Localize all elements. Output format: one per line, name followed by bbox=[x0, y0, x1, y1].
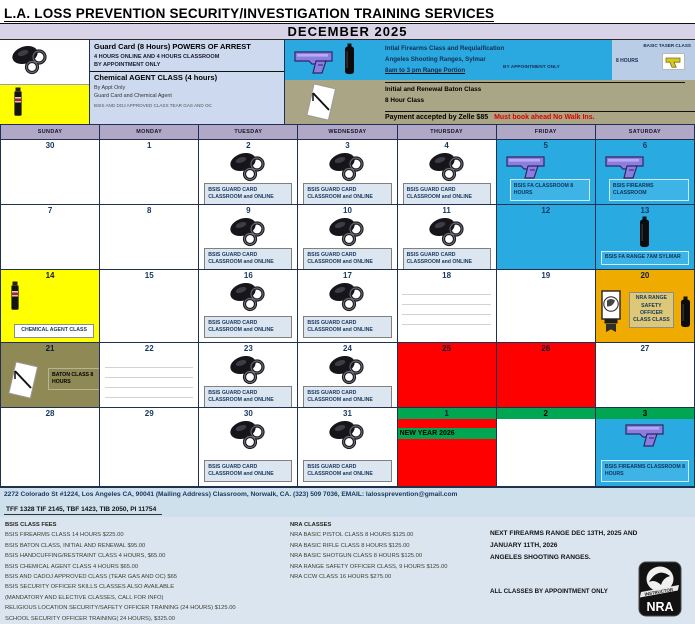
calendar-cell bbox=[497, 205, 596, 270]
baton-panel bbox=[285, 80, 695, 124]
baton-text bbox=[385, 82, 685, 106]
chemical-agent-note: BSIS AND DOJ APPROVED CLASS TEAR GAS AND OC bbox=[94, 103, 212, 108]
date-number: 20 bbox=[640, 271, 650, 280]
cell-body bbox=[100, 216, 198, 269]
right-info-panel bbox=[285, 40, 695, 124]
handcuffs-icon bbox=[427, 151, 467, 183]
handcuffs-icon bbox=[327, 216, 367, 248]
calendar-cell bbox=[100, 408, 199, 487]
firearms-line: Intial Firearms Class and Requlaification bbox=[385, 45, 505, 52]
taser-hours: 8 HOURS bbox=[616, 58, 639, 64]
day-header: TUESDAY bbox=[199, 125, 298, 139]
calendar-cell bbox=[398, 408, 497, 487]
handcuffs-icon bbox=[228, 419, 268, 451]
calendar bbox=[0, 125, 695, 487]
date-number: 1 bbox=[398, 408, 496, 419]
calendar-cell bbox=[497, 343, 596, 408]
cell-body bbox=[398, 151, 496, 205]
guard-card-line: BY APPOINTMENT ONLY bbox=[94, 62, 161, 68]
day-header: WEDNESDAY bbox=[298, 125, 397, 139]
nra-class-line: NRA BASIC SHOTGUN CLASS 8 HOURS $125.00 bbox=[290, 553, 423, 560]
baton-line: 8 Hour Class bbox=[385, 96, 425, 104]
day-header: MONDAY bbox=[100, 125, 199, 139]
calendar-cell bbox=[596, 140, 695, 205]
cell-body bbox=[1, 419, 99, 486]
date-number: 7 bbox=[47, 206, 53, 215]
next-range-line: JANUARY 11TH, 2026 bbox=[490, 542, 558, 549]
date-number: 14 bbox=[45, 271, 55, 280]
pepper-spray-icon bbox=[12, 87, 24, 122]
calendar-cell bbox=[298, 205, 397, 270]
date-number: 28 bbox=[45, 409, 55, 418]
fee-line: BSIS HANDCUFFING/RESTRAINT CLASS 4 HOURS, $65.00 bbox=[5, 553, 166, 560]
calendar-cell bbox=[298, 140, 397, 205]
class-label: BSIS FIREARMS CLASSROOM bbox=[609, 179, 689, 201]
day-header: SUNDAY bbox=[1, 125, 100, 139]
calendar-cell bbox=[199, 270, 298, 343]
appointment-note: BY APPOINTMENT ONLY bbox=[503, 65, 560, 70]
cell-body bbox=[398, 419, 496, 486]
date-number: 26 bbox=[541, 344, 551, 353]
calendar-week-row bbox=[1, 343, 695, 408]
calendar-cell bbox=[199, 140, 298, 205]
cell-body bbox=[100, 354, 198, 407]
fee-line: RELIGIOUS LOCATION SECURITY/SAFETY OFFICER TRAINING (24 HOURS) $125.00 bbox=[5, 605, 236, 612]
fee-line: BSIS CHEMICAL AGENT CLASS 4 HOURS $65.00 bbox=[5, 563, 139, 570]
date-number: 22 bbox=[144, 344, 154, 353]
cell-body bbox=[199, 151, 297, 205]
calendar-cell bbox=[298, 343, 397, 408]
class-label: BSIS GUARD CARD CLASSROOM and ONLINE bbox=[204, 386, 292, 408]
cell-body bbox=[199, 419, 297, 486]
fee-line: BSIS AND CADOJ APPROVED CLASS (TEAR GAS AND OC) $65 bbox=[5, 574, 178, 581]
address-band bbox=[0, 487, 695, 517]
calendar-cell bbox=[596, 270, 695, 343]
date-number: 3 bbox=[596, 408, 694, 419]
cell-body bbox=[298, 281, 396, 342]
calendar-cell bbox=[199, 205, 298, 270]
cell-body bbox=[100, 281, 198, 342]
calendar-cell bbox=[1, 205, 100, 270]
date-number: 24 bbox=[343, 344, 352, 353]
all-classes-note: ALL CLASSES BY APPOINTMENT ONLY bbox=[490, 588, 608, 595]
date-number: 16 bbox=[243, 271, 253, 280]
firearms-line: 8am to 3 pm Range Portion bbox=[385, 67, 466, 74]
cell-body bbox=[1, 216, 99, 269]
date-number: 19 bbox=[541, 271, 551, 280]
guard-card-title: Guard Card (8 Hours) POWERS OF ARREST bbox=[94, 42, 251, 51]
nra-medal-icon bbox=[598, 290, 624, 334]
calendar-weeks bbox=[1, 140, 695, 487]
cell-body bbox=[497, 281, 595, 342]
cell-body bbox=[199, 281, 297, 342]
date-number: 27 bbox=[640, 344, 650, 353]
chemical-agent-title: Chemical AGENT CLASS (4 hours) bbox=[94, 73, 218, 82]
cell-body bbox=[596, 419, 694, 486]
handcuffs-icon bbox=[327, 354, 367, 386]
calendar-cell bbox=[398, 343, 497, 408]
fee-line: (MANDATORY AND ELECTIVE CLASSES, CALL FOR INFO) bbox=[5, 594, 164, 601]
handcuffs-icon bbox=[0, 40, 89, 85]
fee-line: SCHOOL SECURITY OFFICER TRAINING( 24 HOURS), $325.00 bbox=[5, 615, 175, 622]
date-number: 3 bbox=[345, 141, 350, 150]
class-label: BSIS GUARD CARD CLASSROOM and ONLINE bbox=[403, 248, 491, 270]
handcuffs-icon bbox=[327, 151, 367, 183]
date-number: 13 bbox=[640, 206, 650, 215]
firearms-line: Angeles Shooting Ranges, Sylmar bbox=[385, 56, 486, 63]
cell-body bbox=[1, 281, 99, 342]
class-label: BSIS GUARD CARD CLASSROOM and ONLINE bbox=[303, 316, 391, 338]
calendar-cell bbox=[199, 408, 298, 487]
firearms-panel bbox=[285, 40, 695, 80]
license-numbers: TFF 1328 TIF 2145, TBF 1423, TIB 2050, PI 11754 bbox=[4, 506, 162, 515]
fees-section bbox=[0, 517, 695, 624]
date-number: 6 bbox=[642, 141, 648, 150]
date-number: 21 bbox=[45, 344, 55, 353]
pepper-spray-icon bbox=[0, 85, 89, 124]
cell-body bbox=[100, 419, 198, 486]
bsis-fees-header: BSIS CLASS FEES bbox=[5, 522, 57, 528]
date-number: 31 bbox=[343, 409, 352, 418]
baton-line: Initial and Renewal Baton Class bbox=[385, 86, 482, 93]
calendar-cell bbox=[596, 205, 695, 270]
no-walkins-warning: Must book ahead No Walk Ins. bbox=[494, 114, 595, 121]
fee-line: BSIS FIREARMS CLASS 14 HOURS $225.00 bbox=[5, 532, 124, 539]
class-label: BSIS GUARD CARD CLASSROOM and ONLINE bbox=[204, 183, 292, 205]
class-label: BSIS GUARD CARD CLASSROOM and ONLINE bbox=[303, 183, 391, 205]
address-line: 2272 Colorado St #1224, Los Angeles CA, 90041 (Mailing Address) Classroom, Norwalk, CA. (323) 509 7036, EMAIL: lalossprevention@gmail.com bbox=[4, 491, 458, 498]
fee-line: BSIS BATON CLASS, INITIAL AND RENEWAL $95.00 bbox=[5, 542, 146, 549]
date-number: 10 bbox=[343, 206, 352, 215]
nra-classes-header: NRA CLASSES bbox=[290, 522, 332, 528]
info-header bbox=[0, 40, 695, 125]
pistol-icon bbox=[604, 151, 646, 179]
cell-body bbox=[1, 151, 99, 204]
calendar-cell bbox=[1, 270, 100, 343]
guard-card-line: 4 HOURS ONLINE AND 4 HOURS CLASSROOM bbox=[94, 53, 220, 60]
nra-class-line: NRA BASIC PISTOL CLASS 8 HOURS $125.00 bbox=[290, 532, 414, 539]
calendar-cell bbox=[199, 343, 298, 408]
calendar-cell bbox=[596, 343, 695, 408]
cell-body bbox=[596, 281, 694, 342]
class-label: BSIS FIREARMS CLASSROOM 8 HOURS bbox=[601, 460, 689, 482]
bottle-icon bbox=[679, 296, 692, 328]
calendar-week-row bbox=[1, 205, 695, 270]
calendar-week-row bbox=[1, 270, 695, 343]
cell-body bbox=[199, 216, 297, 270]
class-label: BSIS GUARD CARD CLASSROOM and ONLINE bbox=[303, 386, 391, 408]
handcuffs-icon bbox=[427, 216, 467, 248]
class-label: BSIS GUARD CARD CLASSROOM and ONLINE bbox=[204, 248, 292, 270]
nra-classes-list bbox=[290, 520, 485, 582]
class-label: NRA RANGE SAFETY OFFICER CLASS CLASS bbox=[629, 292, 674, 328]
date-number: 8 bbox=[146, 206, 152, 215]
pistol-icon bbox=[505, 151, 547, 179]
cell-body bbox=[100, 151, 198, 204]
class-label: CHEMICAL AGENT CLASS bbox=[14, 324, 94, 338]
day-header: THURSDAY bbox=[398, 125, 497, 139]
date-number: 2 bbox=[246, 141, 251, 150]
date-number: 4 bbox=[444, 141, 449, 150]
handcuffs-icon bbox=[228, 216, 268, 248]
month-header: DECEMBER 2025 bbox=[0, 23, 695, 40]
date-number: 15 bbox=[144, 271, 154, 280]
next-range-note bbox=[490, 528, 650, 564]
calendar-cell bbox=[398, 140, 497, 205]
cell-body bbox=[298, 216, 396, 270]
info-icon-column bbox=[0, 40, 90, 124]
cell-body bbox=[1, 354, 99, 407]
cell-body bbox=[398, 216, 496, 270]
calendar-week-row bbox=[1, 408, 695, 487]
class-label: BSIS FA CLASSROOM 8 HOURS bbox=[510, 179, 590, 201]
day-header: FRIDAY bbox=[497, 125, 596, 139]
handcuffs-icon bbox=[327, 281, 367, 313]
calendar-cell bbox=[298, 408, 397, 487]
date-number: 12 bbox=[541, 206, 551, 215]
page-title bbox=[0, 0, 695, 23]
calendar-week-row bbox=[1, 140, 695, 205]
bottle-icon bbox=[343, 43, 356, 80]
bsis-fees-list bbox=[5, 520, 285, 624]
taser-title: BASIC TASER CLASS bbox=[643, 43, 691, 48]
divider bbox=[90, 71, 284, 72]
baton-icon bbox=[3, 360, 43, 402]
class-label: BSIS GUARD CARD CLASSROOM and ONLINE bbox=[303, 248, 391, 270]
date-number: 5 bbox=[543, 141, 548, 150]
cell-body bbox=[298, 354, 396, 408]
page-title-text: L.A. LOSS PREVENTION SECURITY/INVESTIGATION TRAINING SERVICES bbox=[4, 6, 495, 21]
cell-body bbox=[298, 419, 396, 486]
cell-body bbox=[497, 151, 595, 205]
nra-class-line: NRA CCW CLASS 16 HOURS $275.00 bbox=[290, 574, 392, 581]
baton-icon bbox=[301, 82, 341, 129]
date-number: 30 bbox=[45, 141, 55, 150]
cell-body bbox=[596, 151, 694, 205]
cell-body bbox=[199, 354, 297, 408]
calendar-cell bbox=[100, 343, 199, 408]
pistol-icon bbox=[624, 419, 666, 447]
calendar-cell bbox=[596, 408, 695, 487]
class-label: BSIS GUARD CARD CLASSROOM and ONLINE bbox=[403, 183, 491, 205]
class-label: BSIS GUARD CARD CLASSROOM and ONLINE bbox=[303, 460, 391, 482]
handcuffs-icon bbox=[10, 44, 50, 81]
fee-line: BSIS SECURITY OFFICER SKILLS CLASSES ALSO AVAILABLE bbox=[5, 584, 175, 591]
calendar-cell bbox=[100, 205, 199, 270]
date-number: 11 bbox=[442, 206, 451, 215]
handcuffs-icon bbox=[228, 151, 268, 183]
date-number: 1 bbox=[146, 141, 152, 150]
date-number: 17 bbox=[343, 271, 352, 280]
cell-body bbox=[497, 354, 595, 407]
calendar-cell bbox=[100, 140, 199, 205]
date-number: 23 bbox=[243, 344, 253, 353]
date-number: 2 bbox=[497, 408, 595, 419]
nra-instructor-logo bbox=[638, 561, 682, 617]
cell-body bbox=[398, 281, 496, 342]
calendar-cell bbox=[497, 270, 596, 343]
date-number: 9 bbox=[246, 206, 251, 215]
class-label: BATON CLASS 8 HOURS bbox=[48, 368, 100, 390]
chemical-agent-line: By Appt Only bbox=[94, 84, 126, 91]
calendar-cell bbox=[398, 270, 497, 343]
cell-body bbox=[596, 354, 694, 407]
day-header: SATURDAY bbox=[596, 125, 695, 139]
date-number: 25 bbox=[442, 344, 452, 353]
calendar-cell bbox=[497, 140, 596, 205]
nra-class-line: NRA BASIC RIFLE CLASS 8 HOURS $125.00 bbox=[290, 542, 410, 549]
svg-text:NRA: NRA bbox=[646, 600, 674, 614]
next-range-line: NEXT FIREARMS RANGE DEC 13TH, 2025 AND bbox=[490, 530, 638, 537]
firearms-text bbox=[385, 43, 504, 76]
taser-icon bbox=[662, 53, 685, 75]
chemical-agent-line: Guard Card and Chemical Agent bbox=[94, 93, 172, 99]
calendar-cell bbox=[497, 408, 596, 487]
calendar-cell bbox=[1, 343, 100, 408]
cell-body bbox=[497, 419, 595, 486]
class-label: BSIS GUARD CARD CLASSROOM and ONLINE bbox=[204, 460, 292, 482]
handcuffs-icon bbox=[228, 354, 268, 386]
ruled-lines bbox=[105, 358, 193, 402]
calendar-cell bbox=[398, 205, 497, 270]
day-header-row bbox=[1, 125, 695, 140]
cell-body bbox=[596, 216, 694, 269]
class-label: BSIS FA RANGE 7AM SYLMAR bbox=[601, 251, 689, 265]
handcuffs-icon bbox=[327, 419, 367, 451]
next-range-line: ANGELES SHOOTING RANGES. bbox=[490, 554, 591, 561]
new-year-banner: NEW YEAR 2026 bbox=[398, 428, 496, 439]
pistol-icon bbox=[293, 46, 335, 79]
handcuffs-icon bbox=[228, 281, 268, 313]
firearms-panel-main bbox=[285, 40, 609, 80]
calendar-cell bbox=[1, 140, 100, 205]
ruled-lines bbox=[402, 285, 490, 329]
taser-panel bbox=[609, 40, 695, 80]
cell-body bbox=[298, 151, 396, 205]
payment-text: Payment accepted by Zelle $85 bbox=[385, 114, 489, 121]
nra-class-line: NRA RANGE SAFETY OFFICER CLASS, 9 HOURS $125.00 bbox=[290, 563, 448, 570]
spray-icon bbox=[9, 281, 21, 311]
date-number: 29 bbox=[144, 409, 154, 418]
bottle-icon bbox=[638, 216, 651, 248]
payment-note bbox=[385, 111, 695, 122]
svg-text:INSTRUCTOR: INSTRUCTOR bbox=[644, 586, 674, 597]
cell-body bbox=[497, 216, 595, 269]
calendar-cell bbox=[298, 270, 397, 343]
calendar-cell bbox=[1, 408, 100, 487]
class-label: BSIS GUARD CARD CLASSROOM and ONLINE bbox=[204, 316, 292, 338]
calendar-cell bbox=[100, 270, 199, 343]
guard-card-panel bbox=[90, 40, 285, 124]
cell-body bbox=[398, 354, 496, 407]
date-number: 30 bbox=[243, 409, 253, 418]
date-number: 18 bbox=[442, 271, 452, 280]
